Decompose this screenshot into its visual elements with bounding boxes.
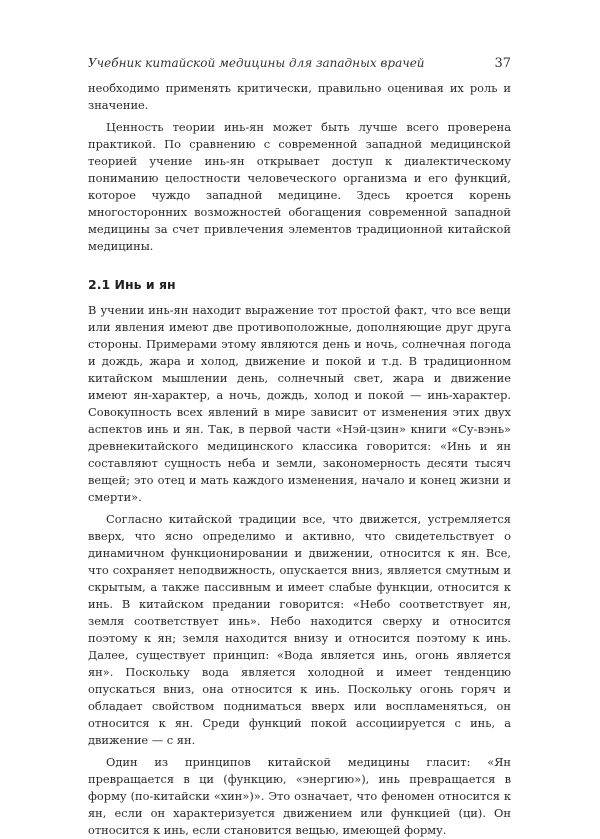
- paragraph-yin-yang-intro: В учении инь-ян находит выражение тот простой факт, что все вещи или явления имеют две противоположные, дополняющие друг друга стороны. Примерами этому являются день и ночь, солнечная погода и дождь, жара и холод, движение и покой и т.д. В традиционном китайском мышлении день, солнечный свет, жара и движение имеют ян-характер, а ночь, дождь, холод и покой — инь-характер. Совокупность всех явлений в мире зависит от изменения этих двух аспектов инь и ян. Так, в первой части «Нэй-цзин» книги «Су-вэнь» древнекитайского медицинского классика говорится: «Инь и ян составляют сущность неба и земли, закономерность десяти тысяч вещей; это отец и мать каждого изменения, начало и конец жизни и смерти».: [88, 303, 511, 504]
- page-header: [88, 56, 511, 71]
- paragraph-continuation: необходимо применять критически, правильно оценивая их роль и значение.: [88, 81, 511, 112]
- page-body: [88, 80, 511, 839]
- paragraph-value-of-theory: Ценность теории инь-ян может быть лучше всего проверена практикой. По сравнению с современной западной медицинской теорией учение инь-ян открывает доступ к диалектическому пониманию целостности человеческого организма и его функций, которое чуждо западной медицине. Здесь кроется корень многосторонних возможностей обогащения современной западной медицины за счет привлечения элементов традиционной китайской медицины.: [88, 120, 511, 253]
- running-title: Учебник китайской медицины для западных врачей: [88, 56, 425, 70]
- page-number: 37: [494, 56, 511, 71]
- section-heading: 2.1 Инь и ян: [88, 277, 176, 292]
- paragraph-principle: Один из принципов китайской медицины гласит: «Ян превращается в ци (функцию, «энергию»), инь превращается в форму (по-китайски «хин»)». Это означает, что феномен относится к ян, если он характеризуется движением или функцией (ци). Он относится к инь, если становится вещью, имеющей форму.: [88, 755, 511, 837]
- paragraph-tradition: Согласно китайской традиции все, что движется, устремляется вверх, что ясно определимо и активно, что свидетельствует о динамичном функционировании и движении, относится к ян. Все, что сохраняет неподвижность, опускается вниз, является смутным и скрытым, а также пассивным и имеет слабые функции, относится к инь. В китайском предании говорится: «Небо соответствует ян, земля соответствует инь». Небо находится сверху и относится поэтому к ян; земля находится внизу и относится поэтому к инь. Далее, существует принцип: «Вода является инь, огонь является ян». Поскольку вода является холодной и имеет тенденцию опускаться вниз, она относится к инь. Поскольку огонь горяч и обладает свойством подниматься вверх или воспламеняться, он относится к ян. Среди функций покой ассоциируется с инь, а движение — с ян.: [88, 512, 511, 747]
